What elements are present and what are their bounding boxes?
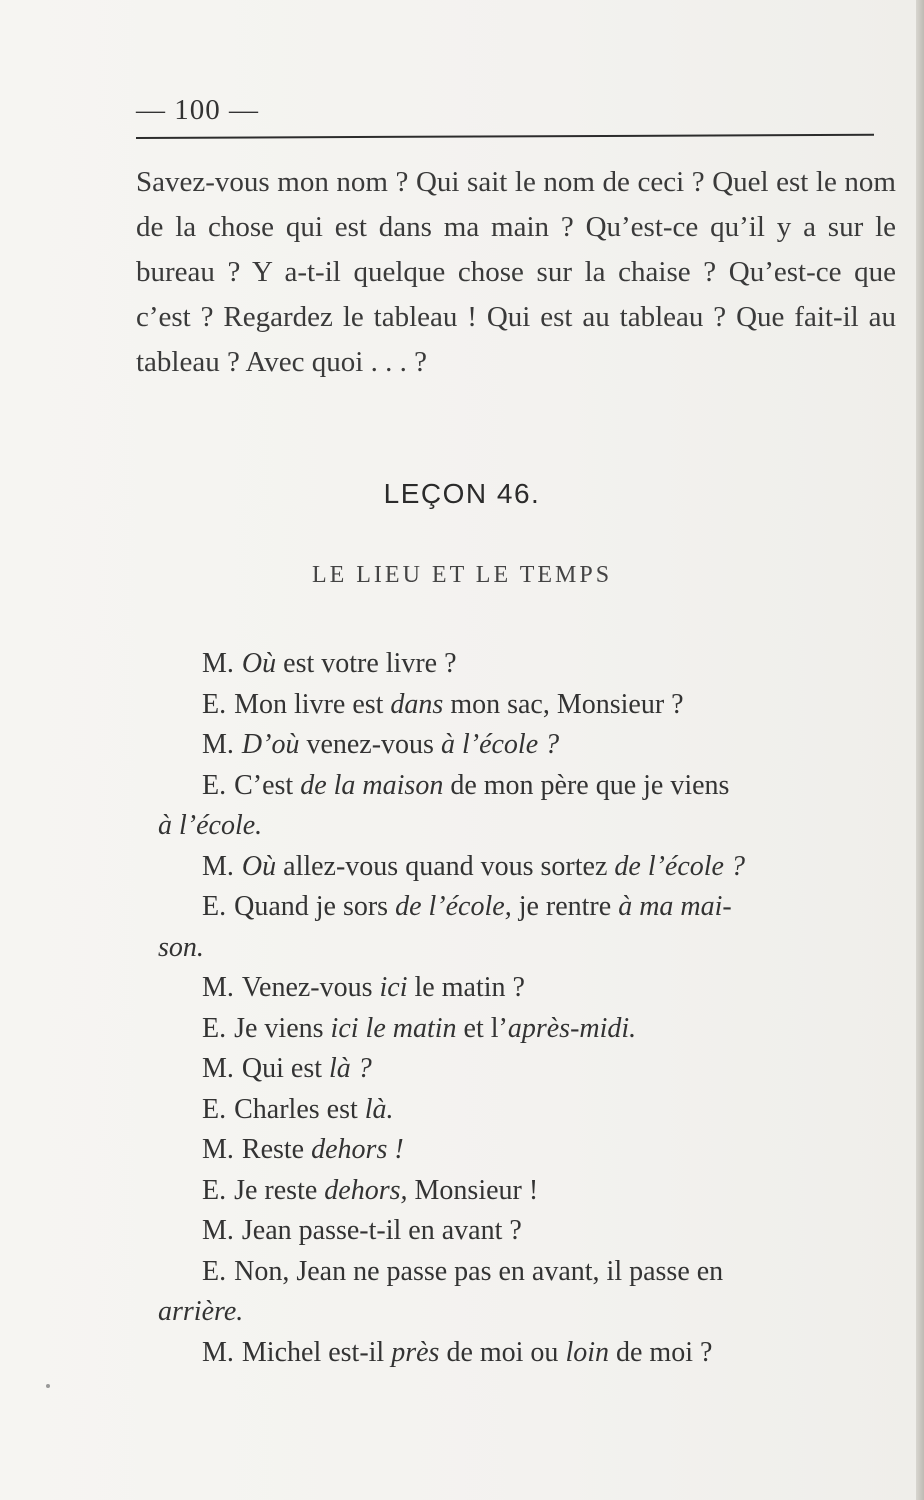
speaker-label: M.	[202, 1336, 234, 1368]
dialogue-line	[140, 766, 900, 807]
dialogue-continuation	[140, 1292, 900, 1333]
dialogue-continuation	[140, 928, 900, 969]
lesson-title: LEÇON 46.	[383, 478, 541, 509]
speaker-label: M.	[202, 648, 234, 679]
italic-term: de l’école,	[395, 891, 512, 922]
speaker-label: E.	[202, 1174, 227, 1206]
italic-term: à l’école.	[158, 810, 263, 841]
line-text: Quand je sors	[234, 891, 396, 922]
line-text: de moi ?	[609, 1336, 713, 1368]
italic-term: ici le matin	[330, 1012, 457, 1044]
dialogue-line	[140, 968, 900, 1009]
line-text: venez-vous	[299, 729, 441, 760]
line-text: Je viens	[234, 1012, 331, 1044]
page-edge	[916, 0, 924, 1500]
speaker-label: E.	[202, 769, 227, 801]
line-text: Qui est	[241, 1053, 330, 1084]
line-text: Charles est	[234, 1093, 365, 1125]
line-text: Non, Jean ne passe pas en avant, il passe en	[234, 1255, 724, 1287]
italic-term: loin	[565, 1336, 609, 1368]
line-text: Jean passe-t-il en avant ?	[241, 1215, 522, 1246]
line-text: Monsieur !	[407, 1174, 539, 1206]
dialogue-line	[140, 847, 900, 888]
speaker-label: E.	[202, 891, 227, 922]
lesson-subtitle: LE LIEU ET LE TEMPS	[311, 562, 613, 588]
italic-term: de l’école ?	[614, 850, 745, 882]
line-text: est votre livre ?	[276, 648, 457, 679]
line-text: Mon livre est	[234, 688, 391, 720]
dialogue-line	[140, 1252, 900, 1293]
italic-term: arrière.	[158, 1296, 244, 1327]
line-text: de mon père que je viens	[443, 769, 730, 801]
italic-term: de la maison	[300, 769, 444, 801]
intro-paragraph	[136, 160, 896, 385]
line-text: C’est	[234, 769, 301, 801]
dialogue-continuation	[140, 806, 900, 847]
line-text: et l’	[456, 1012, 508, 1044]
line-text: Venez-vous	[241, 972, 380, 1003]
speaker-label: M.	[202, 1053, 234, 1084]
italic-term: dans	[390, 688, 444, 720]
italic-term: dehors !	[311, 1134, 404, 1165]
header-rule	[136, 134, 874, 139]
dialogue	[140, 644, 900, 1373]
speaker-label: M.	[202, 1134, 234, 1165]
italic-term: là ?	[329, 1053, 372, 1084]
speaker-label: E.	[202, 1012, 227, 1044]
italic-term: D’où	[241, 729, 300, 760]
italic-term: dehors,	[324, 1174, 408, 1206]
line-text: mon sac, Monsieur ?	[443, 688, 684, 720]
italic-term: Où	[241, 850, 277, 882]
paper-speck	[46, 1384, 50, 1388]
line-text: je rentre	[511, 891, 619, 922]
dialogue-line	[140, 887, 900, 928]
italic-term: près	[391, 1336, 440, 1368]
line-text: Je reste	[234, 1174, 325, 1206]
italic-term: là.	[364, 1093, 394, 1125]
dialogue-line	[140, 644, 900, 685]
line-text: le matin ?	[407, 972, 525, 1003]
dialogue-line	[140, 1130, 900, 1171]
dialogue-line	[140, 1333, 900, 1374]
page-number: — 100 —	[136, 94, 259, 126]
dialogue-line	[140, 725, 900, 766]
speaker-label: E.	[202, 1255, 227, 1287]
speaker-label: M.	[202, 729, 234, 760]
dialogue-line	[140, 1009, 900, 1050]
speaker-label: E.	[202, 688, 227, 720]
dialogue-line	[140, 1049, 900, 1090]
speaker-label: M.	[202, 1215, 234, 1246]
dialogue-line	[140, 1171, 900, 1212]
italic-term: après-midi.	[507, 1012, 637, 1044]
intro-text: Savez-vous mon nom ? Qui sait le nom de ceci ? Quel est le nom de la chose qui est dans ma main ? Qu’est-ce qu’il y a sur le bureau ? Y a-t-il quelque chose sur la chaise ? Qu’est-ce que c’est ? Regardez le tableau ! Qui est au tableau ? Que fait-il au tableau ? Avec quoi . . . ?	[136, 166, 896, 378]
italic-term: son.	[158, 931, 204, 963]
speaker-label: E.	[202, 1093, 227, 1125]
italic-term: à ma mai-	[618, 891, 732, 922]
speaker-label: M.	[202, 850, 234, 882]
line-text: Michel est-il	[241, 1336, 392, 1368]
italic-term: à l’école ?	[440, 729, 560, 760]
italic-term: ici	[379, 972, 408, 1003]
italic-term: Où	[241, 648, 277, 679]
dialogue-line	[140, 1090, 900, 1131]
line-text: allez-vous quand vous sortez	[276, 850, 615, 882]
dialogue-line	[140, 1211, 900, 1252]
speaker-label: M.	[202, 972, 234, 1003]
line-text: Reste	[241, 1134, 312, 1165]
dialogue-line	[140, 685, 900, 726]
line-text: de moi ou	[439, 1336, 566, 1368]
